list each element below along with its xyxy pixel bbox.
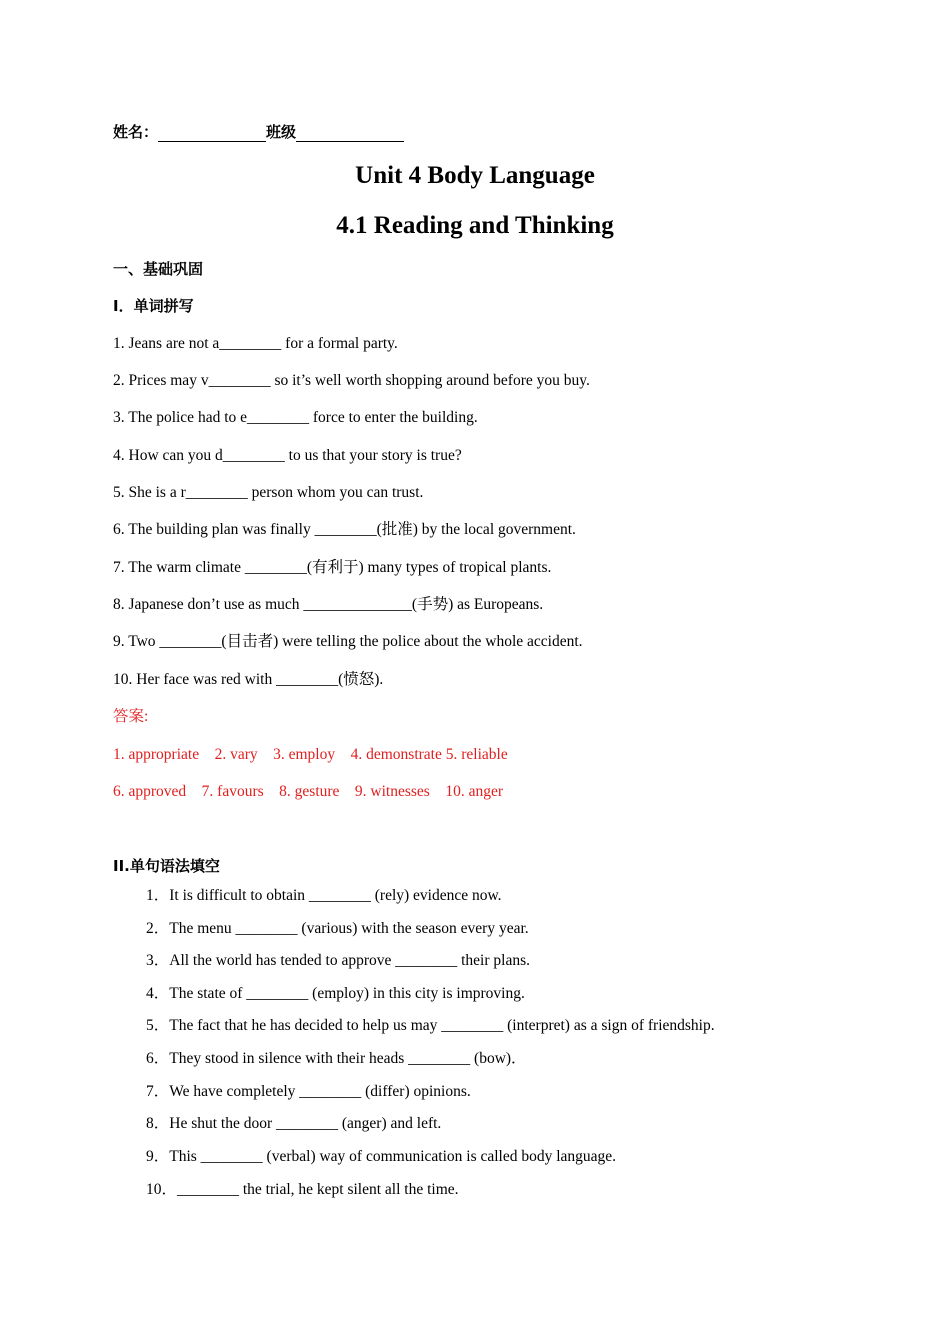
answer-label: 答案: [113,708,149,725]
grammar-question-2: 2．The menu ________ (various) with the season every year. [146,920,529,937]
question-10: 10. Her face was red with ________(愤怒). [113,671,384,688]
section1-heading: 一、基础巩固 [113,260,204,278]
answer-line-1: 1. appropriate 2. vary 3. employ 4. demonstrate 5. reliable [113,746,508,763]
question-4: 4. How can you d________ to us that your story is true? [113,447,462,464]
question-2: 2. Prices may v________ so it’s well worth shopping around before you buy. [113,372,590,389]
question-1: 1. Jeans are not a________ for a formal party. [113,335,398,352]
grammar-question-3: 3．All the world has tended to approve ________ their plans. [146,952,530,969]
lesson-title: 4.1 Reading and Thinking [336,212,614,239]
name-blank[interactable] [158,125,266,142]
answer-line-2: 6. approved 7. favours 8. gesture 9. witnesses 10. anger [113,783,503,800]
section2-heading: II.单句语法填空 [113,857,220,875]
grammar-question-7: 7．We have completely ________ (differ) opinions. [146,1083,471,1100]
question-9: 9. Two ________(目击者) were telling the police about the whole accident. [113,633,583,650]
part1-heading: I．单词拼写 [113,297,194,315]
name-label: 姓名： [113,123,159,141]
unit-title: Unit 4 Body Language [355,162,595,189]
question-6: 6. The building plan was finally ________(批准) by the local government. [113,521,576,538]
grammar-question-10: 10．________ the trial, he kept silent all the time. [146,1181,459,1198]
class-blank[interactable] [296,125,404,142]
grammar-question-6: 6．They stood in silence with their heads ________ (bow)． [146,1050,527,1067]
question-8: 8. Japanese don’t use as much ______________(手势) as Europeans. [113,596,544,613]
question-7: 7. The warm climate ________(有利于) many types of tropical plants. [113,559,552,576]
grammar-question-1: 1．It is difficult to obtain ________ (rely) evidence now. [146,887,502,904]
class-label: 班级 [266,123,297,141]
question-5: 5. She is a r________ person whom you can trust. [113,484,424,501]
grammar-question-5: 5．The fact that he has decided to help us may ________ (interpret) as a sign of friendship. [146,1017,715,1034]
grammar-question-4: 4．The state of ________ (employ) in this city is improving. [146,985,525,1002]
name-class-row [113,122,404,142]
grammar-question-9: 9．This ________ (verbal) way of communication is called body language. [146,1148,617,1165]
grammar-question-8: 8．He shut the door ________ (anger) and left. [146,1115,442,1132]
question-3: 3. The police had to e________ force to enter the building. [113,409,478,426]
